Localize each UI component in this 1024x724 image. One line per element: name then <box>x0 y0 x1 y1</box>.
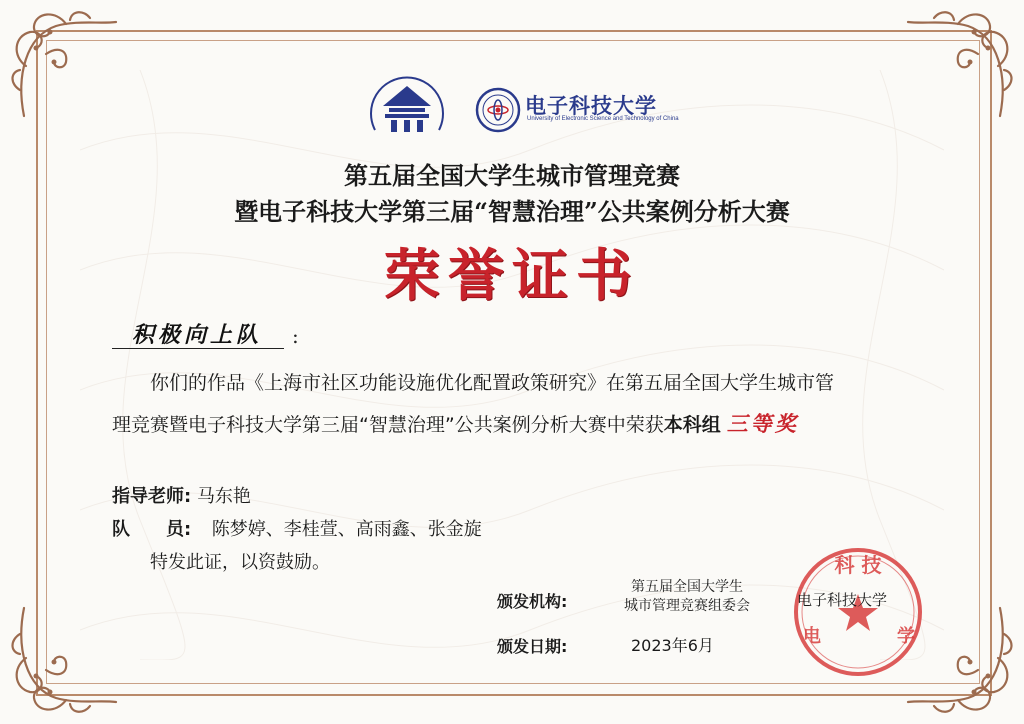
issuer-committee <box>612 578 762 616</box>
issuer-line1: 第五届全国大学生 <box>631 579 743 595</box>
body-text-line1: 你们的作品《上海市社区功能设施优化配置政策研究》在第五届全国大学生城市管 <box>150 372 835 394</box>
award-group: 本科组 <box>663 414 721 436</box>
issuer-line2: 城市管理竞赛组委会 <box>624 598 750 614</box>
issuer-university: 电子科技大学 <box>797 591 888 609</box>
members-row <box>112 515 482 541</box>
svg-text:科 技: 科 技 <box>834 553 882 577</box>
uestc-logo-subtitle: University of Electronic Science and Technology of China <box>527 116 679 122</box>
official-seal-stamp-icon <box>788 542 928 682</box>
body-text-line2 <box>112 408 799 438</box>
corner-ornament-bottom-left <box>6 598 126 718</box>
svg-text:学: 学 <box>897 626 915 647</box>
team-name-underline <box>112 348 284 349</box>
team-name-colon: : <box>292 324 299 348</box>
date-label: 颁发日期: <box>497 637 568 656</box>
urban-management-association-logo-icon <box>365 72 449 148</box>
issuer-label: 颁发机构: <box>497 592 568 611</box>
award-level: 三等奖 <box>726 411 799 436</box>
issue-date: 2023年6月 <box>631 636 714 655</box>
members-label: 队 员: <box>112 519 192 540</box>
members-names: 陈梦婷、李桂萱、高雨鑫、张金旋 <box>211 519 482 540</box>
advisor-label: 指导老师: <box>112 486 192 507</box>
corner-ornament-top-right <box>898 6 1018 126</box>
closing-text: 特发此证，以资鼓励。 <box>150 552 330 573</box>
team-name: 积极向上队 <box>132 322 263 348</box>
certificate-heading: 荣誉证书 <box>384 244 640 309</box>
logo-row <box>365 72 685 150</box>
uestc-emblem-icon <box>475 87 521 133</box>
competition-title-line2: 暨电子科技大学第三届“智慧治理”公共案例分析大赛 <box>234 197 790 226</box>
uestc-logo-wordmark: 电子科技大学 <box>525 93 657 118</box>
advisor-row <box>112 482 251 508</box>
advisor-name: 马东艳 <box>196 486 251 507</box>
body-text-line2-main: 理竞赛暨电子科技大学第三届“智慧治理”公共案例分析大赛中荣获 <box>112 414 664 436</box>
svg-text:电: 电 <box>803 626 821 647</box>
competition-title-line1: 第五届全国大学生城市管理竞赛 <box>344 161 680 190</box>
team-name-field <box>112 320 299 348</box>
corner-ornament-top-left <box>6 6 126 126</box>
